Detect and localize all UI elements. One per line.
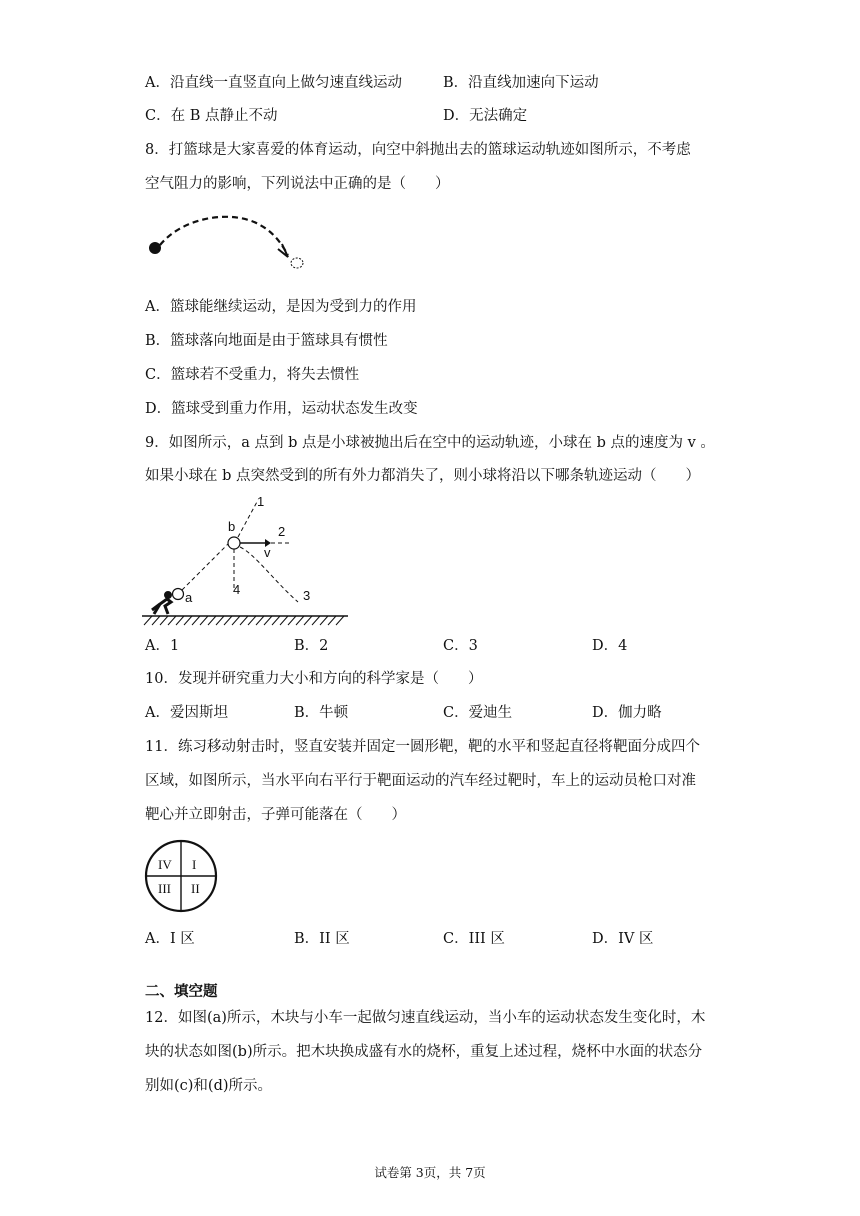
q10-option-c: C．爱迪生	[443, 705, 513, 721]
ball-a-icon	[173, 589, 184, 600]
q9-stem-line-1: 9．如图所示，a 点到 b 点是小球被抛出后在空中的运动轨迹，小球在 b 点的速度为 v 。	[145, 435, 715, 451]
label-a: a	[185, 590, 193, 605]
q7-option-c: C．在 B 点静止不动	[145, 108, 278, 124]
q10-option-b: B．牛顿	[294, 705, 349, 721]
q10-option-d: D．伽力略	[592, 705, 662, 721]
basketball-start-icon	[149, 242, 161, 254]
region-iv-label: IV	[158, 857, 172, 872]
q9-option-c: C．3	[443, 638, 478, 654]
q11-option-a: A．I 区	[145, 931, 195, 947]
q7-option-a: A．沿直线一直竖直向上做匀速直线运动	[145, 75, 402, 91]
trajectory-arrowhead-icon	[278, 244, 288, 257]
q11-target-figure	[144, 839, 220, 915]
label-path-4: 4	[233, 582, 241, 597]
section-fill-in-blank-title: 二、填空题	[145, 984, 218, 1000]
label-b: b	[228, 519, 236, 534]
label-path-2: 2	[278, 524, 286, 539]
q8-option-c: C．篮球若不受重力，将失去惯性	[145, 367, 360, 383]
q11-stem-line-2: 区域，如图所示，当水平向右平行于靶面运动的汽车经过靶时，车上的运动员枪口对准	[145, 773, 696, 789]
q8-option-a: A．篮球能继续运动，是因为受到力的作用	[145, 299, 417, 315]
label-v: v	[264, 545, 271, 560]
q12-stem-line-2: 块的状态如图(b)所示。把木块换成盛有水的烧杯，重复上述过程，烧杯中水面的状态分	[145, 1044, 703, 1060]
q8-option-d: D．篮球受到重力作用，运动状态发生改变	[145, 401, 418, 417]
q9-option-d: D．4	[592, 638, 628, 654]
q9-option-b: B．2	[294, 638, 329, 654]
q8-stem-line-2: 空气阻力的影响，下列说法中正确的是（ ）	[145, 176, 450, 192]
q12-stem-line-1: 12．如图(a)所示，木块与小车一起做匀速直线运动，当小车的运动状态发生变化时，木	[145, 1010, 706, 1026]
q11-stem-line-3: 靶心并立即射击，子弹可能落在（ ）	[145, 807, 406, 823]
q11-option-d: D．IV 区	[592, 931, 654, 947]
q9-stem-line-2: 如果小球在 b 点突然受到的所有外力都消失了，则小球将沿以下哪条轨迹运动（ ）	[145, 468, 700, 484]
region-ii-label: II	[191, 881, 200, 896]
label-path-1: 1	[257, 494, 265, 509]
q9-ball-trajectory-figure	[140, 492, 360, 632]
thrower-figure-icon	[152, 592, 172, 615]
region-i-label: I	[192, 857, 197, 872]
region-iii-label: III	[158, 881, 171, 896]
q8-stem-line-1: 8．打篮球是大家喜爱的体育运动，向空中斜抛出去的篮球运动轨迹如图所示，不考虑	[145, 142, 691, 158]
q11-option-b: B．II 区	[294, 931, 350, 947]
label-path-3: 3	[303, 588, 311, 603]
q9-option-a: A．1	[145, 638, 180, 654]
q8-option-b: B．篮球落向地面是由于篮球具有惯性	[145, 333, 388, 349]
q7-option-b: B．沿直线加速向下运动	[443, 75, 599, 91]
page-footer: 试卷第 3页，共 7页	[374, 1165, 486, 1180]
q12-stem-line-3: 别如(c)和(d)所示。	[145, 1078, 273, 1094]
basketball-end-icon	[291, 258, 303, 268]
ball-b-icon	[228, 537, 240, 549]
q8-basketball-trajectory-figure	[140, 205, 320, 280]
q10-option-a: A．爱因斯坦	[145, 705, 228, 721]
q11-option-c: C．III 区	[443, 931, 505, 947]
q7-option-d: D．无法确定	[443, 108, 528, 124]
q11-stem-line-1: 11．练习移动射击时，竖直安装并固定一圆形靶，靶的水平和竖起直径将靶面分成四个	[145, 739, 700, 755]
q10-stem: 10．发现并研究重力大小和方向的科学家是（ ）	[145, 671, 483, 687]
